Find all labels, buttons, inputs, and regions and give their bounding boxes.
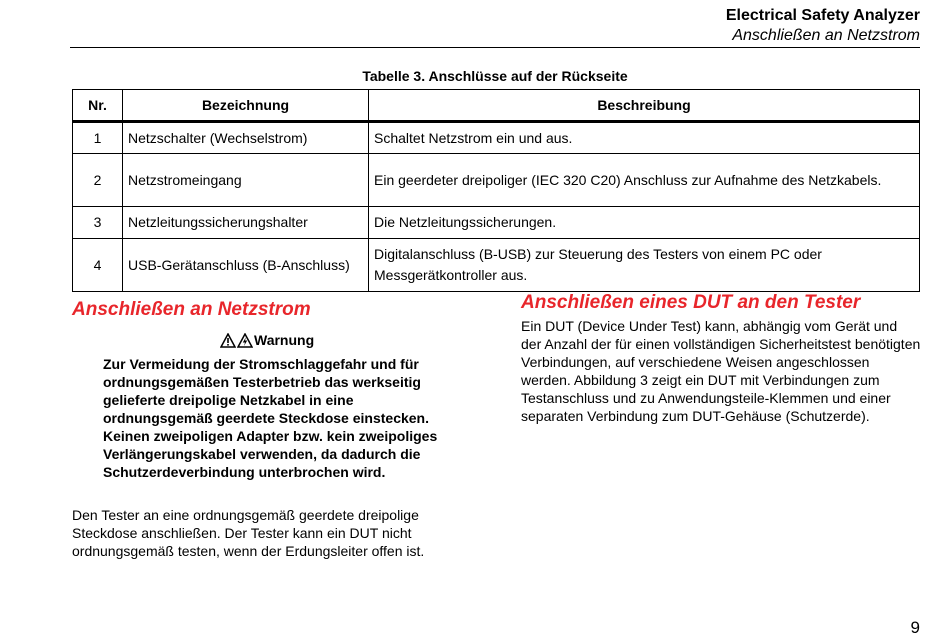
page-number: 9 bbox=[910, 618, 920, 637]
table-caption: Tabelle 3. Anschlüsse auf der Rückseite bbox=[362, 68, 628, 84]
connections-table bbox=[72, 89, 920, 292]
row-description: Schaltet Netzstrom ein und aus. bbox=[369, 122, 920, 154]
row-description: Die Netzleitungssicherungen. bbox=[369, 207, 920, 239]
electrical-hazard-triangle-icon bbox=[237, 333, 253, 348]
dut-paragraph: Ein DUT (Device Under Test) kann, abhängig vom Gerät und der Anzahl der für einen vollständigen Sicherheitstest benötigten Verbindungen, auf verschiedene Weisen angeschlossen werden. Abbildung 3 zeigt ein DUT mit Verbindungen zum Testanschluss und zu Anwendungsteile-Klemmen und einer separaten Verbindung zum DUT-Gehäuse (Schutzerde). bbox=[521, 318, 921, 424]
table-row bbox=[73, 207, 920, 239]
column-header-description: Beschreibung bbox=[369, 90, 920, 122]
section-heading-power: Anschließen an Netzstrom bbox=[72, 299, 311, 320]
row-description: Ein geerdeter dreipoliger (IEC 320 C20) Anschluss zur Aufnahme des Netzkabels. bbox=[369, 154, 920, 207]
warning-header bbox=[220, 332, 314, 348]
row-name: Netzleitungssicherungshalter bbox=[123, 207, 369, 239]
warning-triangle-icon bbox=[220, 333, 236, 348]
row-number: 2 bbox=[73, 154, 123, 207]
table-row bbox=[73, 122, 920, 154]
row-number: 1 bbox=[73, 122, 123, 154]
column-header-nr: Nr. bbox=[73, 90, 123, 122]
row-number: 3 bbox=[73, 207, 123, 239]
row-description: Digitalanschluss (B-USB) zur Steuerung des Testers von einem PC oder Messgerätkontroller aus. bbox=[369, 239, 920, 292]
table-header-row bbox=[73, 90, 920, 122]
power-paragraph: Den Tester an eine ordnungsgemäß geerdete dreipolige Steckdose anschließen. Der Tester kann ein DUT nicht ordnungsgemäß testen, wenn der Erdungsleiter offen ist. bbox=[72, 507, 425, 559]
column-header-name: Bezeichnung bbox=[123, 90, 369, 122]
table-row bbox=[73, 154, 920, 207]
row-number: 4 bbox=[73, 239, 123, 292]
row-name: Netzschalter (Wechselstrom) bbox=[123, 122, 369, 154]
header-title: Electrical Safety Analyzer bbox=[725, 7, 920, 24]
warning-label: Warnung bbox=[254, 332, 315, 348]
header-subtitle: Anschließen an Netzstrom bbox=[732, 27, 920, 44]
section-heading-dut: Anschließen eines DUT an den Tester bbox=[521, 292, 861, 313]
row-name: Netzstromeingang bbox=[123, 154, 369, 207]
warning-text: Zur Vermeidung der Stromschlaggefahr und für ordnungsgemäßen Testerbetrieb das werkseitig gelieferte dreipolige Netzkabel in eine ordnungsgemäß geerdete Steckdose einstecken. Keinen zweipoligen Adapter bzw. kein zweipoliges Verlängerungskabel verwenden, da dadurch die Schutzerdeverbindung unterbrochen wird. bbox=[103, 356, 438, 480]
row-name: USB-Gerätanschluss (B-Anschluss) bbox=[123, 239, 369, 292]
table-row bbox=[73, 239, 920, 292]
header-divider bbox=[70, 47, 920, 48]
